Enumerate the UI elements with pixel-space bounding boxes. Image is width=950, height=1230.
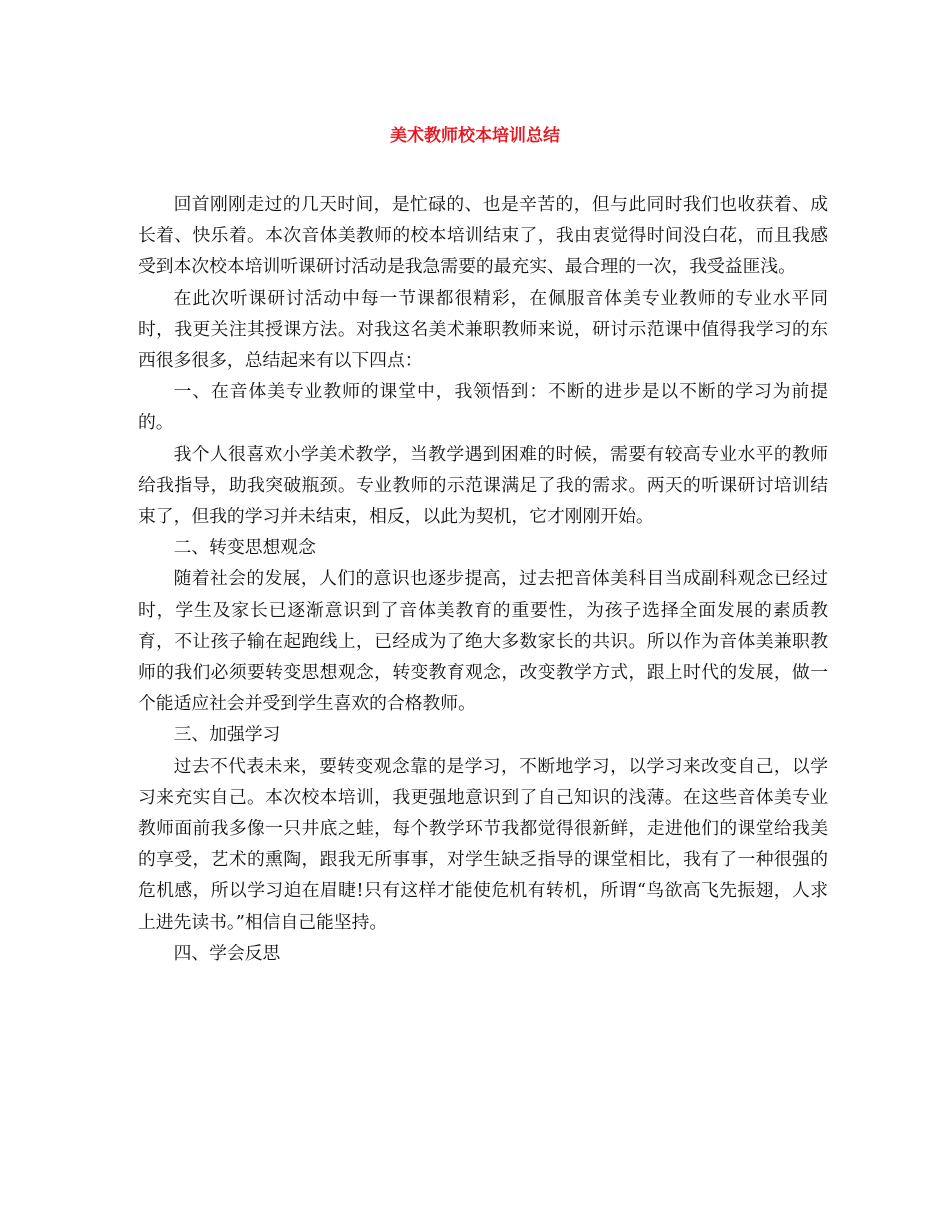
paragraph-intro: 回首刚刚走过的几天时间，是忙碌的、也是辛苦的，但与此同时我们也收获着、成长着、快乐着。本次音体美教师的校本培训结束了，我由衷觉得时间没白花，而且我感受到本次校本培训听课研讨活动是我急需要的最充实、最合理的一次，我受益匪浅。 [138, 194, 828, 278]
section-heading-four: 四、学会反思 [173, 942, 281, 964]
paragraph-point-one-detail: 我个人很喜欢小学美术教学，当教学遇到困难的时候，需要有较高专业水平的教师给我指导，助我突破瓶颈。专业教师的示范课满足了我的需求。两天的听课研讨培训结束了，但我的学习并未结束，相反，以此为契机，它才刚刚开始。 [138, 443, 828, 528]
section-heading-three: 三、加强学习 [173, 724, 281, 746]
paragraph-point-two-detail: 随着社会的发展，人们的意识也逐步提高，过去把音体美科目当成副科观念已经过时，学生及家长已逐渐意识到了音体美教育的重要性，为孩子选择全面发展的素质教育，不让孩子输在起跑线上，已经成为了绝大多数家长的共识。所以作为音体美兼职教师的我们必须要转变思想观念，转变教育观念，改变教学方式，跟上时代的发展，做一个能适应社会并受到学生喜欢的合格教师。 [138, 568, 828, 715]
document-body [138, 189, 828, 969]
section-heading-two: 二、转变思想观念 [173, 537, 316, 559]
document-title: 美术教师校本培训总结 [390, 126, 560, 146]
paragraph-overview: 在此次听课研讨活动中每一节课都很精彩，在佩服音体美专业教师的专业水平同时，我更关注其授课方法。对我这名美术兼职教师来说，研讨示范课中值得我学习的东西很多很多，总结起来有以下四点： [138, 287, 828, 372]
paragraph-point-one: 一、在音体美专业教师的课堂中，我领悟到：不断的进步是以不断的学习为前提的。 [138, 381, 828, 434]
paragraph-point-three-detail: 过去不代表未来，要转变观念靠的是学习，不断地学习，以学习来改变自己，以学习来充实自己。本次校本培训，我更强地意识到了自己知识的浅薄。在这些音体美专业教师面前我多像一只井底之蛙，每个教学环节我都觉得很新鲜，走进他们的课堂给我美的享受，艺术的熏陶，跟我无所事事，对学生缺乏指导的课堂相比，我有了一种很强的危机感，所以学习迫在眉睫!只有这样才能使危机有转机，所谓“鸟欲高飞先振翅，人求上进先读书。”相信自己能坚持。 [138, 755, 828, 933]
